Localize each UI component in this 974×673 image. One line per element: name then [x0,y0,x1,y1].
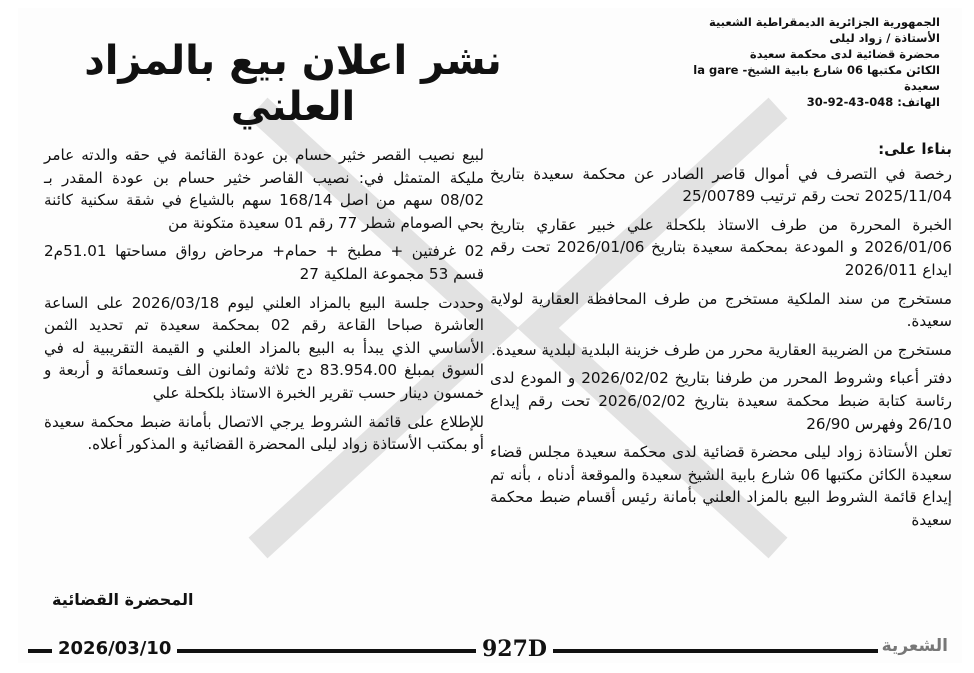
paragraph-sale-share: لبيع نصيب القصر خثير حسام بن عودة القائمة في حقه والدته عامر مليكة المتمثل في: نصيب القاصر خثير حسام بن عودة المقدر بـ 08/02 سهم من اصل 168/14 سهم بالشياع في شقة سكنية كائنة بحي الصومام شطر 77 رقم 01 سعيدة متكونة من [44,146,484,232]
header-bailiff-name: الأستاذة / زواد ليلى [829,31,940,45]
header-city: سعيدة [904,79,940,93]
paragraph-contact: للإطلاع على قائمة الشروط يرجي الاتصال بأمانة ضبط محكمة سعيدة أو بمكتب الأستاذة زواد ليلى المحضرة القضائية و المذكور أعلاه. [44,412,484,454]
paragraph-title-deed: مستخرج من سند الملكية مستخرج من طرف المحافظة العقارية لولاية سعيدة. [490,289,952,331]
paragraph-expertise: الخبرة المحررة من طرف الاستاذ بلكحلة علي خبير عقاري بتاريخ 2026/01/06 و المودعة بمحكمة سعيدة بتاريخ 2026/01/06 تحت رقم ايداع 2026/011 [490,215,952,279]
announcement-page [18,8,962,663]
office-header [610,14,940,110]
paragraph-announcement: تعلن الأستاذة زواد ليلى محضرة قضائية لدى محكمة سعيدة مجلس قضاء سعيدة الكائن مكتبها 06 شارع بابية الشيخ سعيدة والموقعة أدناه ، بأنه تم إيداع قائمة الشروط البيع بالمزاد العلني بأمانة رئيس أقسام ضبط محكمة سعيدة [490,443,952,529]
signature-label: المحضرة القضائية [52,590,194,609]
left-column [44,144,484,462]
header-role: محضرة قضائية لدى محكمة سعيدة [749,47,940,61]
paragraph-apartment-details: 02 غرفتين + مطبخ + حمام+ مرحاض رواق مساحتها 51.01م2 قسم 53 مجموعة الملكية 27 [44,242,484,283]
announcement-title: نشر اعلان بيع بالمزاد العلني [84,38,502,130]
intro-label: بناءا على: [878,140,952,158]
paragraph-session-price: وحددت جلسة البيع بالمزاد العلني ليوم 2026/03/18 على الساعة العاشرة صباحا القاعة رقم 02 بمحكمة سعيدة تم تحديد الثمن الأساسي الذي يبدأ به البيع بالمزاد العلني و القيمة التقريبية له في السوق بمبلغ 83.954.00 دج ثلاثة وثمانون الف وتسعمائة و أربعة و خمسون دينار حسب تقرير الخبرة الاستاذ بلكحلة علي [44,293,485,402]
page-footer [18,636,962,666]
footer-code: 927D [476,636,553,662]
header-address: الكائن مكتبها 06 شارع بابية الشيخ- la gare [693,63,940,77]
header-phone: الهاتف: 048-43-92-30 [806,95,940,109]
paragraph-property-tax: مستخرج من الضريبة العقارية محرر من طرف خزينة البلدية لبلدية سعيدة. [491,340,952,359]
right-column [490,138,952,538]
paragraph-specifications: دفتر أعباء وشروط المحرر من طرفنا بتاريخ 2026/02/02 و المودع لدى رئاسة كتابة ضبط محكمة سعيدة بتاريخ 2026/02/02 تحت رقم إيداع 26/10 وفهرس 26/90 [490,369,952,433]
footer-date: 2026/03/10 [52,638,177,659]
paragraph-permit: رخصة في التصرف في أموال قاصر الصادر عن محكمة سعيدة بتاريخ 2025/11/04 تحت رقم ترتيب 25/00789 [490,164,952,206]
header-republic: الجمهورية الجزائرية الديمقراطية الشعبية [708,15,940,29]
footer-brand: الشعرية [878,636,952,656]
